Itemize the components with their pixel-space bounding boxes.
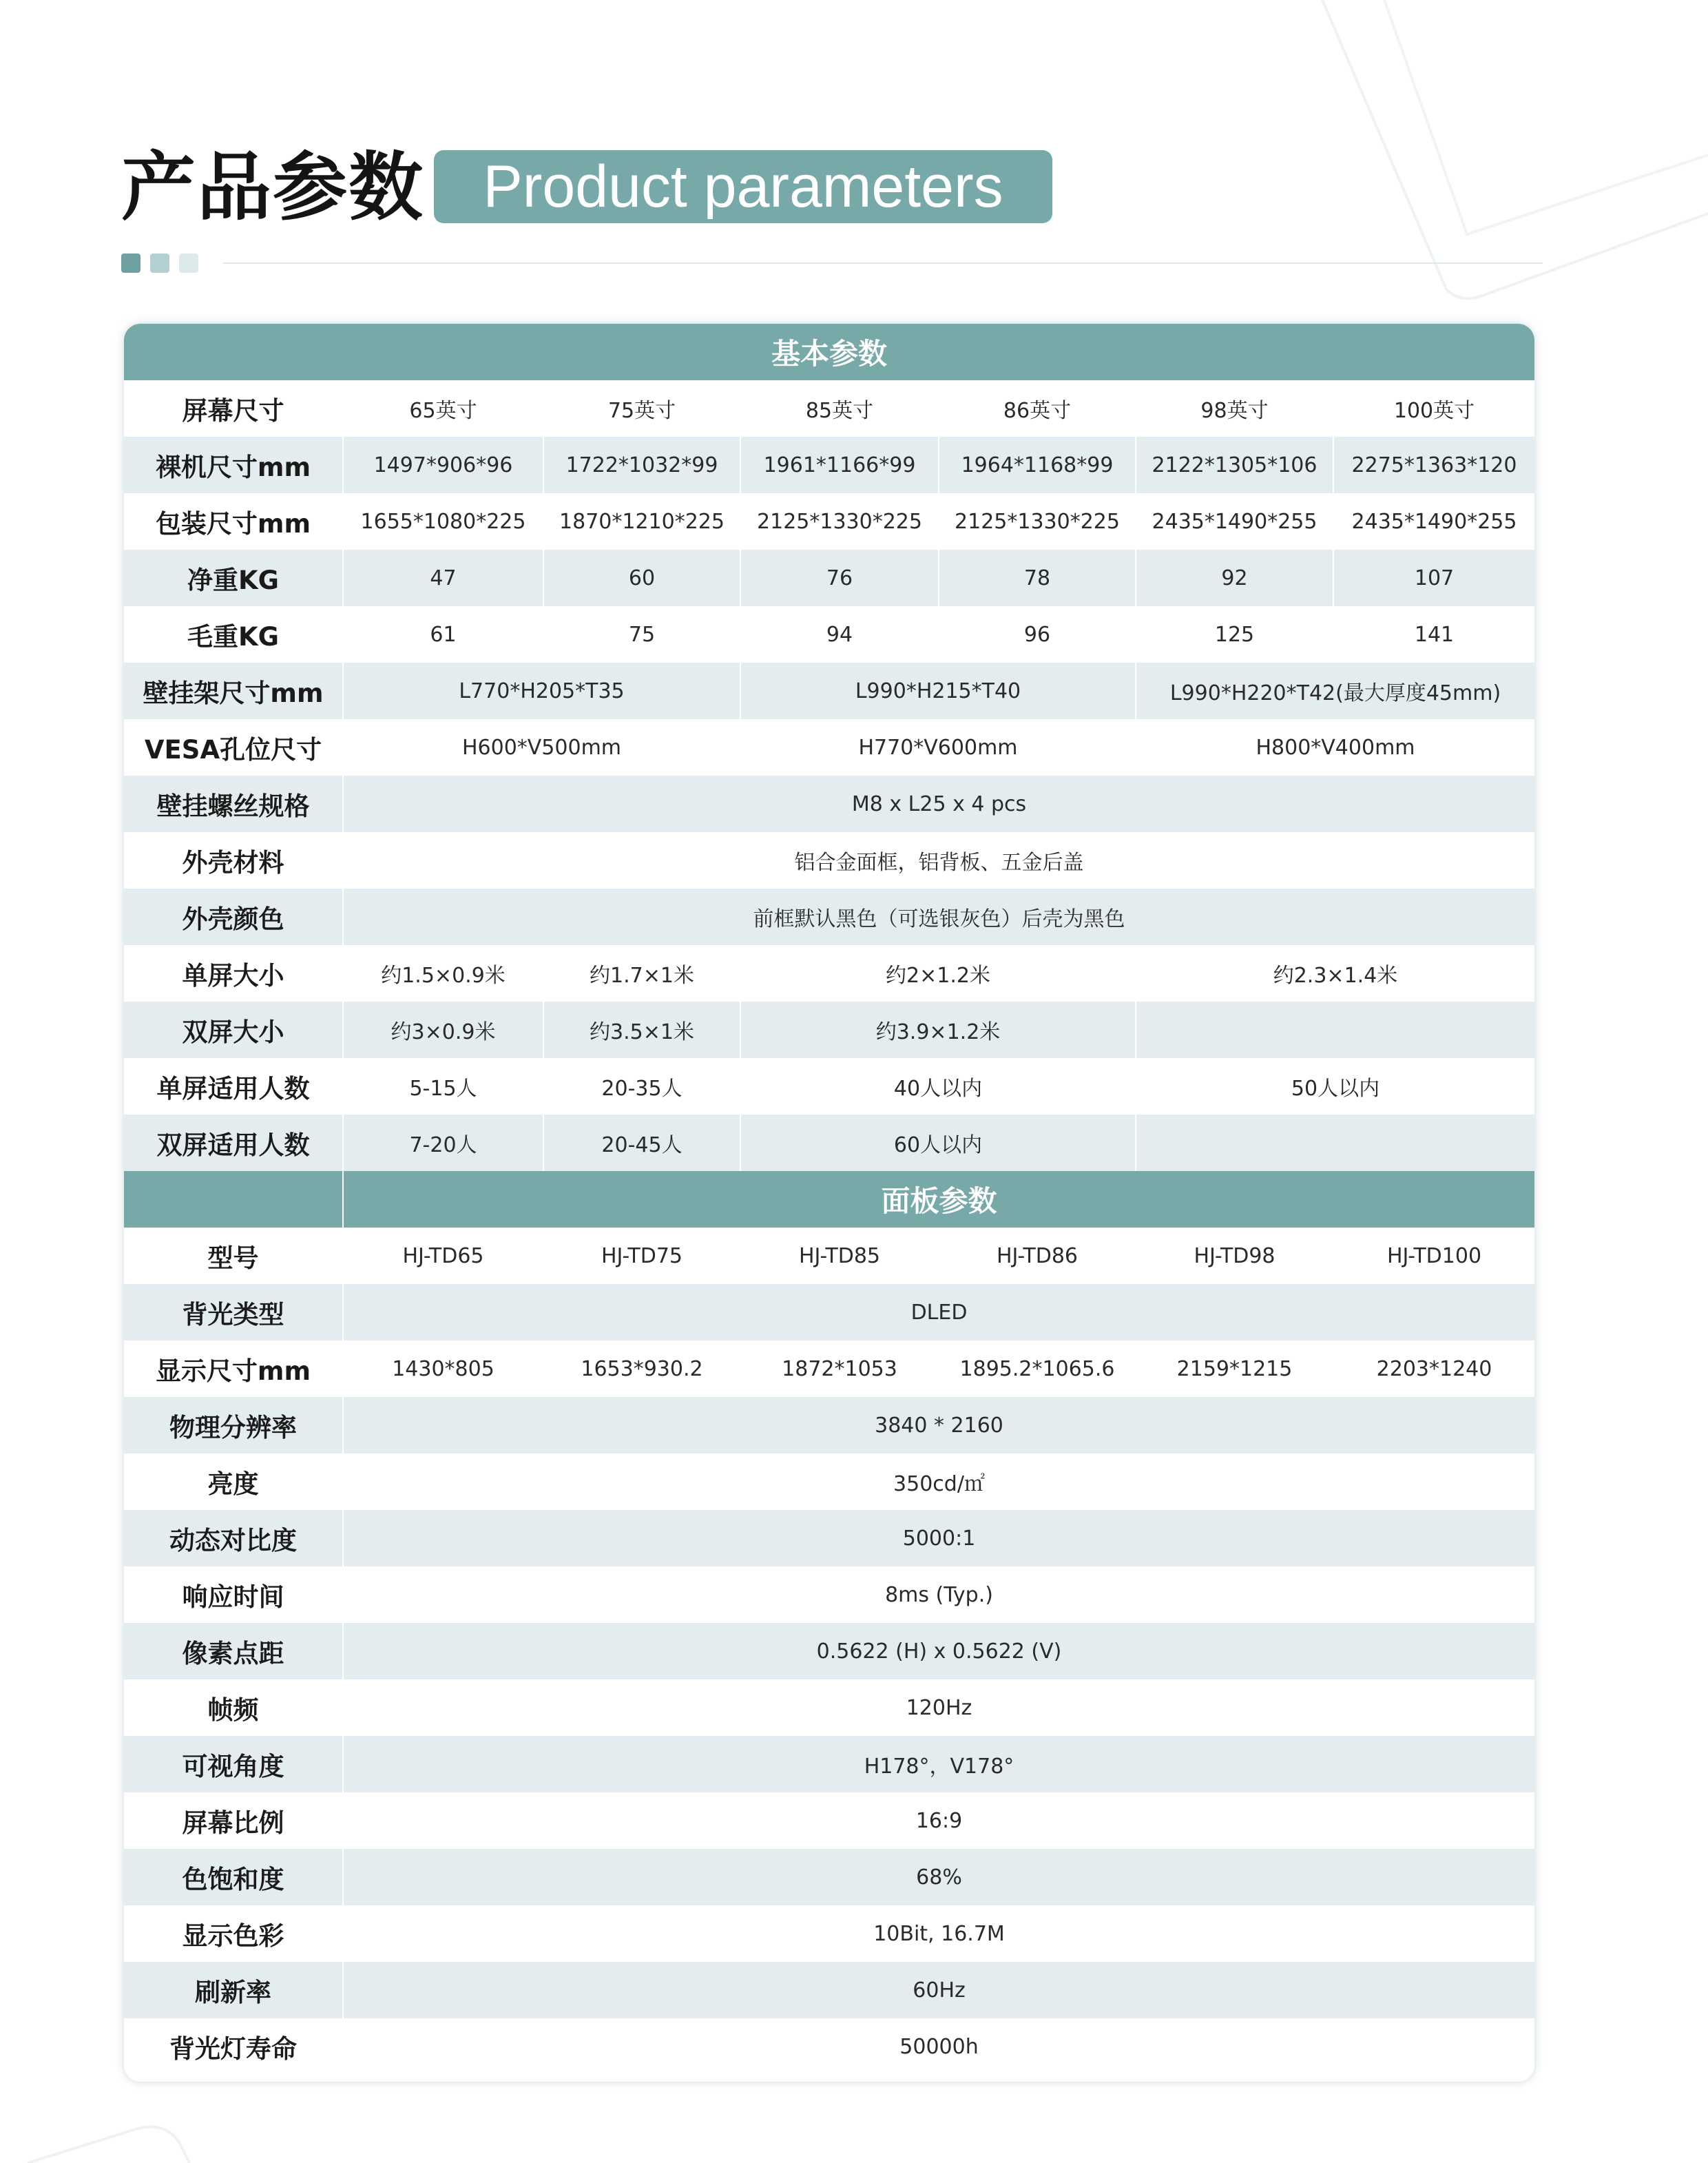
table-cell: HJ-TD86 — [939, 1228, 1136, 1284]
table-cell: 前框默认黑色（可选银灰色）后壳为黑色 — [343, 889, 1534, 945]
table-cell: 20-35人 — [543, 1058, 740, 1115]
table-cell: 76 — [740, 550, 939, 606]
table-cell: 约3.9×1.2米 — [740, 1002, 1136, 1058]
table-row — [124, 1736, 1534, 1792]
table-cell: 1961*1166*99 — [740, 437, 939, 493]
table-row — [124, 889, 1534, 945]
table-cell: 1870*1210*225 — [543, 493, 740, 550]
table-cell: 约1.5×0.9米 — [343, 945, 543, 1002]
table-cell: 2159*1215 — [1136, 1341, 1333, 1397]
table-cell: 60人以内 — [740, 1115, 1136, 1171]
table-cell: HJ-TD85 — [740, 1228, 939, 1284]
table-cell: 141 — [1333, 606, 1534, 663]
table-cell: 1722*1032*99 — [543, 437, 740, 493]
section-header-spacer — [124, 1171, 343, 1228]
table-cell: 5-15人 — [343, 1058, 543, 1115]
table-cell: 5000:1 — [343, 1510, 1534, 1566]
table-row — [124, 380, 1534, 437]
table-cell: HJ-TD65 — [343, 1228, 543, 1284]
table-cell: M8 x L25 x 4 pcs — [343, 776, 1534, 832]
table-row — [124, 2018, 1534, 2075]
table-row — [124, 663, 1534, 719]
table-cell: 75英寸 — [543, 380, 740, 437]
row-label: 裸机尺寸mm — [124, 437, 343, 493]
table-row — [124, 1962, 1534, 2018]
table-cell: 98英寸 — [1136, 380, 1333, 437]
page-subtitle-badge: Product parameters — [434, 150, 1052, 223]
table-cell: 78 — [939, 550, 1136, 606]
table-cell: 铝合金面框，铝背板、五金后盖 — [343, 832, 1534, 889]
row-label: 屏幕比例 — [124, 1792, 343, 1849]
table-cell: 2435*1490*255 — [1136, 493, 1333, 550]
table-cell: L990*H220*T42(最大厚度45mm) — [1136, 663, 1534, 719]
table-cell: 125 — [1136, 606, 1333, 663]
table-cell: L990*H215*T40 — [740, 663, 1136, 719]
table-row — [124, 1849, 1534, 1905]
table-cell: 85英寸 — [740, 380, 939, 437]
table-row — [124, 945, 1534, 1002]
table-row — [124, 832, 1534, 889]
table-cell: 40人以内 — [740, 1058, 1136, 1115]
row-label: 双屏适用人数 — [124, 1115, 343, 1171]
row-label: 双屏大小 — [124, 1002, 343, 1058]
table-cell: 50000h — [343, 2018, 1534, 2075]
table-cell: 75 — [543, 606, 740, 663]
row-label: 壁挂螺丝规格 — [124, 776, 343, 832]
table-cell: 107 — [1333, 550, 1534, 606]
row-label: 壁挂架尺寸mm — [124, 663, 343, 719]
row-label: 物理分辨率 — [124, 1397, 343, 1453]
table-row — [124, 493, 1534, 550]
table-cell: 86英寸 — [939, 380, 1136, 437]
table-cell: 7-20人 — [343, 1115, 543, 1171]
row-label: 可视角度 — [124, 1736, 343, 1792]
table-cell: H770*V600mm — [740, 719, 1136, 776]
table-row — [124, 1566, 1534, 1623]
row-label: 显示色彩 — [124, 1905, 343, 1962]
table-cell: 2125*1330*225 — [740, 493, 939, 550]
table-cell-empty — [1136, 1002, 1534, 1058]
table-cell: 0.5622 (H) x 0.5622 (V) — [343, 1623, 1534, 1679]
table-row — [124, 1679, 1534, 1736]
table-row — [124, 1792, 1534, 1849]
table-cell: 120Hz — [343, 1679, 1534, 1736]
header-rule — [223, 262, 1543, 264]
table-cell: 65英寸 — [343, 380, 543, 437]
table-cell: 92 — [1136, 550, 1333, 606]
table-cell: 350cd/㎡ — [343, 1453, 1534, 1510]
table-cell: 61 — [343, 606, 543, 663]
table-row — [124, 1058, 1534, 1115]
table-row — [124, 1623, 1534, 1679]
row-label: 单屏大小 — [124, 945, 343, 1002]
table-row — [124, 1397, 1534, 1453]
table-cell: H178°，V178° — [343, 1736, 1534, 1792]
table-cell: 1895.2*1065.6 — [939, 1341, 1136, 1397]
row-label: 刷新率 — [124, 1962, 343, 2018]
table-row — [124, 1453, 1534, 1510]
table-cell: 10Bit, 16.7M — [343, 1905, 1534, 1962]
table-row — [124, 776, 1534, 832]
table-cell: 96 — [939, 606, 1136, 663]
row-label: 色饱和度 — [124, 1849, 343, 1905]
table-cell: 2125*1330*225 — [939, 493, 1136, 550]
accent-square — [121, 253, 140, 273]
table-cell: 47 — [343, 550, 543, 606]
table-cell: 2275*1363*120 — [1333, 437, 1534, 493]
table-cell: H600*V500mm — [343, 719, 740, 776]
table-row — [124, 1341, 1534, 1397]
table-row — [124, 1002, 1534, 1058]
row-label: 显示尺寸mm — [124, 1341, 343, 1397]
table-row — [124, 1284, 1534, 1341]
table-cell: 16:9 — [343, 1792, 1534, 1849]
row-label: 外壳颜色 — [124, 889, 343, 945]
row-label: 外壳材料 — [124, 832, 343, 889]
row-label: VESA孔位尺寸 — [124, 719, 343, 776]
table-cell: 约3.5×1米 — [543, 1002, 740, 1058]
row-label: 净重KG — [124, 550, 343, 606]
row-label: 亮度 — [124, 1453, 343, 1510]
section-header-basic — [124, 324, 1534, 380]
table-row — [124, 1905, 1534, 1962]
table-row — [124, 719, 1534, 776]
table-cell: 约2×1.2米 — [740, 945, 1136, 1002]
row-label: 型号 — [124, 1228, 343, 1284]
row-label: 单屏适用人数 — [124, 1058, 343, 1115]
table-cell: 约3×0.9米 — [343, 1002, 543, 1058]
table-cell: 60 — [543, 550, 740, 606]
table-row — [124, 1510, 1534, 1566]
row-label: 屏幕尺寸 — [124, 380, 343, 437]
table-row — [124, 1228, 1534, 1284]
table-row — [124, 550, 1534, 606]
table-cell: 2203*1240 — [1333, 1341, 1534, 1397]
row-label: 包装尺寸mm — [124, 493, 343, 550]
row-label: 响应时间 — [124, 1566, 343, 1623]
parameters-table — [124, 324, 1534, 2082]
accent-square — [150, 253, 169, 273]
table-cell: HJ-TD98 — [1136, 1228, 1333, 1284]
table-cell: 1653*930.2 — [543, 1341, 740, 1397]
row-label: 背光灯寿命 — [124, 2018, 343, 2075]
table-cell: 100英寸 — [1333, 380, 1534, 437]
accent-square — [179, 253, 198, 273]
table-cell: 50人以内 — [1136, 1058, 1534, 1115]
table-cell: 68% — [343, 1849, 1534, 1905]
table-cell-empty — [1136, 1115, 1534, 1171]
table-row — [124, 1115, 1534, 1171]
table-cell: 约1.7×1米 — [543, 945, 740, 1002]
row-label: 背光类型 — [124, 1284, 343, 1341]
table-cell: 20-45人 — [543, 1115, 740, 1171]
table-cell: 60Hz — [343, 1962, 1534, 2018]
table-cell: 1964*1168*99 — [939, 437, 1136, 493]
table-cell: 2122*1305*106 — [1136, 437, 1333, 493]
table-row — [124, 437, 1534, 493]
table-cell: DLED — [343, 1284, 1534, 1341]
section-title: 面板参数 — [343, 1171, 1534, 1228]
table-row — [124, 606, 1534, 663]
section-header-panel — [124, 1171, 1534, 1228]
row-label: 帧频 — [124, 1679, 343, 1736]
table-cell: HJ-TD75 — [543, 1228, 740, 1284]
table-cell: 2435*1490*255 — [1333, 493, 1534, 550]
row-label: 毛重KG — [124, 606, 343, 663]
table-cell: 94 — [740, 606, 939, 663]
table-cell: 1430*805 — [343, 1341, 543, 1397]
table-cell: L770*H205*T35 — [343, 663, 740, 719]
table-cell: 1655*1080*225 — [343, 493, 543, 550]
row-label: 像素点距 — [124, 1623, 343, 1679]
section-title: 基本参数 — [124, 324, 1534, 380]
page-title: 产品参数 — [121, 145, 425, 231]
table-cell: 约2.3×1.4米 — [1136, 945, 1534, 1002]
table-cell: 1497*906*96 — [343, 437, 543, 493]
table-cell: 8ms (Typ.) — [343, 1566, 1534, 1623]
table-cell: H800*V400mm — [1136, 719, 1534, 776]
table-cell: 3840 * 2160 — [343, 1397, 1534, 1453]
row-label: 动态对比度 — [124, 1510, 343, 1566]
table-cell: HJ-TD100 — [1333, 1228, 1534, 1284]
table-cell: 1872*1053 — [740, 1341, 939, 1397]
